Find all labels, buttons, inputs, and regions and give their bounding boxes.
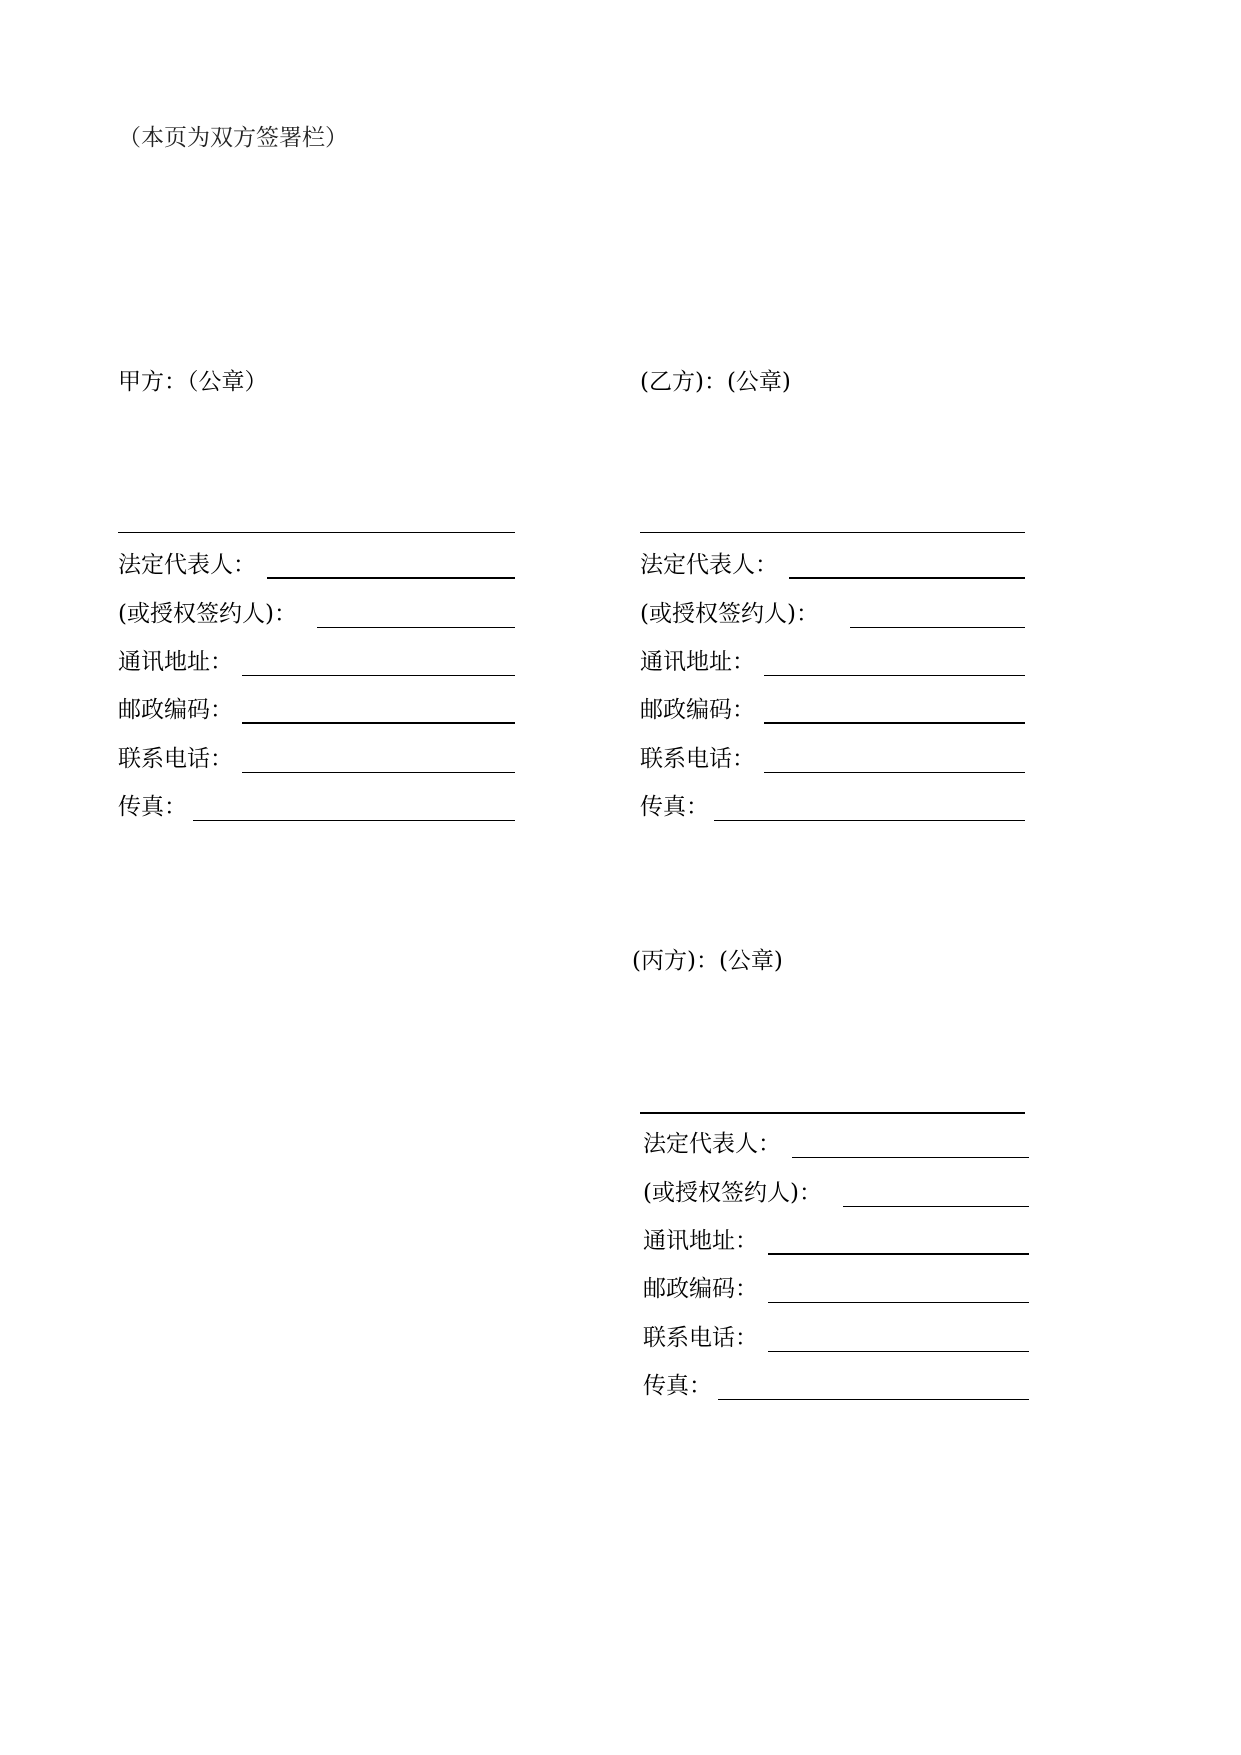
party-a-title: 甲方：（公章）	[118, 369, 268, 395]
field-label: 联系电话：	[643, 1325, 758, 1351]
field-label: (或授权签约人)：	[118, 601, 297, 627]
field-line[interactable]	[193, 820, 515, 821]
field-label: 邮政编码：	[643, 1276, 758, 1302]
field-label: 联系电话：	[118, 746, 233, 772]
field-line[interactable]	[792, 1157, 1029, 1158]
field-label: (或授权签约人)：	[643, 1180, 822, 1206]
party-c-seal-line[interactable]	[640, 1112, 1025, 1114]
field-line[interactable]	[843, 1206, 1029, 1207]
party-c-postcode-field[interactable]	[643, 1269, 1029, 1309]
field-label: 法定代表人：	[640, 552, 778, 578]
page-note: （本页为双方签署栏）	[118, 125, 348, 151]
party-a-address-field[interactable]	[118, 642, 515, 682]
field-line[interactable]	[768, 1302, 1029, 1303]
field-line[interactable]	[789, 577, 1025, 579]
field-label: 邮政编码：	[640, 697, 755, 723]
party-a-seal-line[interactable]	[118, 532, 515, 533]
party-a-fax-field[interactable]	[118, 787, 515, 827]
party-c-phone-field[interactable]	[643, 1318, 1029, 1358]
field-line[interactable]	[768, 1253, 1029, 1255]
field-line[interactable]	[242, 772, 515, 773]
party-b-postcode-field[interactable]	[640, 690, 1025, 730]
field-line[interactable]	[317, 627, 515, 628]
field-label: 传真：	[118, 794, 187, 820]
party-c-title: (丙方)：(公章)	[632, 948, 783, 974]
party-c-legal-rep-field[interactable]	[643, 1124, 1029, 1164]
field-label: 通讯地址：	[118, 649, 233, 675]
field-line[interactable]	[718, 1399, 1029, 1400]
field-line[interactable]	[764, 675, 1025, 676]
field-label: 传真：	[640, 794, 709, 820]
field-label: 法定代表人：	[643, 1131, 781, 1157]
party-b-address-field[interactable]	[640, 642, 1025, 682]
field-label: (或授权签约人)：	[640, 601, 819, 627]
field-line[interactable]	[850, 627, 1025, 628]
field-label: 通讯地址：	[640, 649, 755, 675]
party-b-fax-field[interactable]	[640, 787, 1025, 827]
party-a-postcode-field[interactable]	[118, 690, 515, 730]
field-line[interactable]	[764, 722, 1025, 724]
party-c-authorized-signer-field[interactable]	[643, 1173, 1029, 1213]
field-line[interactable]	[242, 722, 515, 724]
field-label: 传真：	[643, 1373, 712, 1399]
party-b-title: (乙方)：(公章)	[640, 369, 791, 395]
party-b-seal-line[interactable]	[640, 532, 1025, 533]
field-line[interactable]	[768, 1351, 1029, 1352]
field-line[interactable]	[764, 772, 1025, 773]
field-label: 联系电话：	[640, 746, 755, 772]
field-label: 通讯地址：	[643, 1228, 758, 1254]
field-label: 法定代表人：	[118, 552, 256, 578]
field-label: 邮政编码：	[118, 697, 233, 723]
party-a-authorized-signer-field[interactable]	[118, 594, 515, 634]
party-a-phone-field[interactable]	[118, 739, 515, 779]
field-line[interactable]	[714, 820, 1025, 821]
field-line[interactable]	[267, 577, 515, 579]
party-b-phone-field[interactable]	[640, 739, 1025, 779]
field-line[interactable]	[242, 675, 515, 676]
party-a-legal-rep-field[interactable]	[118, 545, 515, 585]
party-c-address-field[interactable]	[643, 1221, 1029, 1261]
party-b-legal-rep-field[interactable]	[640, 545, 1025, 585]
party-b-authorized-signer-field[interactable]	[640, 594, 1025, 634]
party-c-fax-field[interactable]	[643, 1366, 1029, 1406]
